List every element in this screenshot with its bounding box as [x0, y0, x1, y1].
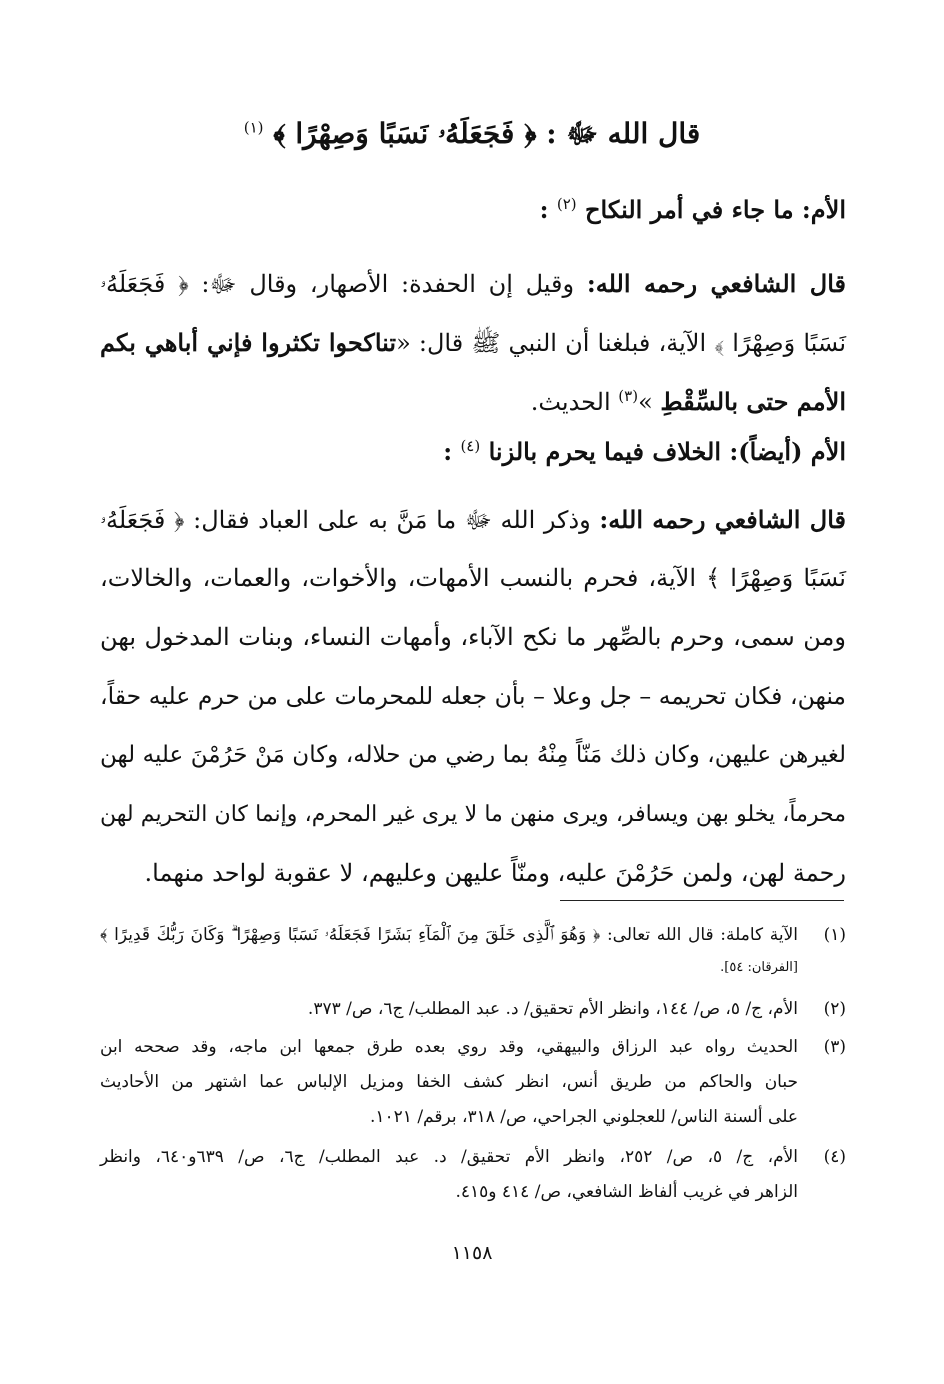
footnote-line: الزاهر في غريب ألفاظ الشافعي، ص/ ٤١٤ و٤١٥. [455, 1182, 798, 1202]
footnote-line: حبان والحاكم من طريق أنس، انظر كشف الخفا ومزيل الإلباس عما اشتهر من الأحاديث [100, 1072, 798, 1092]
paragraph-line [100, 372, 846, 431]
paragraph-line: ومن سمى، وحرم بالصِّهر ما نكح الآباء، وأمهات النساء، وبنات المدخول بهن [100, 623, 846, 651]
footnote-number: (٣) [823, 1037, 846, 1057]
hadith-text: الأمم حتى بالسِّقْطِ [660, 387, 846, 416]
footnote-line: الحديث رواه عبد الرزاق والبيهقي، وقد روي بعده طرق جمعها ابن ماجه، وقد صححه ابن [100, 1037, 798, 1057]
footnote-line: على ألسنة الناس/ للعجلوني الجراحي، ص/ ٣١٨، برقم/ ١٠٢١. [369, 1107, 798, 1127]
quote-close: » [638, 388, 661, 416]
section-footnote-ref: (٢) [556, 195, 577, 213]
paragraph-shafii-1 [100, 254, 846, 431]
section-title-colon: : [539, 195, 549, 224]
heading-footnote-ref: (١) [243, 118, 264, 137]
paragraph-line [100, 254, 846, 313]
footnote-2 [100, 992, 846, 1027]
paragraph-line: محرماً، يخلو بهن ويسافر، ويرى منهن ما لا يرى غير المحرم، وإنما كان التحريم لهن [100, 802, 846, 827]
hadith-text: تناكحوا تكثروا فإني أباهي بكم [100, 328, 397, 357]
footnote-4 [100, 1140, 846, 1210]
paragraph-line: رحمة لهن، ولمن حَرُمْنَ عليه، ومنّاً عليهن وعليهم، لا عقوبة لواحد منهما. [144, 859, 846, 887]
paragraph-line [100, 313, 846, 372]
footnote-line: [الفرقان: ٥٤]. [720, 960, 798, 975]
section-title-zina [100, 432, 846, 472]
paragraph-text: وذكر الله ﷻ ما مَنَّ به على العباد فقال: ﴿ فَجَعَلَهُۥ [100, 506, 591, 534]
section-title-marriage [100, 190, 846, 230]
footnote-line: الآية كاملة: قال الله تعالى: ﴿ وَهُوَ ٱلَّذِى خَلَقَ مِنَ ٱلْمَآءِ بَشَرًا فَجَعَلَهُۥ نَسَبًا وَصِهْرًا ۗ وَكَانَ رَبُّكَ قَدِيرًا ﴾ [100, 925, 798, 945]
footnote-separator [560, 900, 844, 901]
speaker-label: قال الشافعي رحمه الله: [586, 269, 846, 298]
section-footnote-ref: (٤) [460, 437, 481, 455]
paragraph-text: نَسَبًا وَصِهْرًا ﴾ الآية، فبلغنا أن النبي ﷺ قال: « [396, 329, 846, 357]
footnote-1 [100, 918, 846, 983]
speaker-label: قال الشافعي رحمه الله: [599, 505, 846, 534]
footnote-line: الأم، ج/ ٥، ص/ ١٤٤، وانظر الأم تحقيق/ د. عبد المطلب/ ج٦، ص/ ٣٧٣. [307, 999, 798, 1019]
page-heading [120, 112, 824, 156]
footnote-number: (٤) [823, 1147, 846, 1167]
footnote-ref: (٣) [618, 387, 639, 405]
paragraph-text: وقيل إن الحفدة: الأصهار، وقال ﷻ: ﴿ فَجَعَلَهُۥ [100, 270, 575, 298]
footnote-number: (١) [823, 925, 846, 945]
footnote-line: الأم، ج/ ٥، ص/ ٢٥٢، وانظر الأم تحقيق/ د. عبد المطلب/ ج٦، ص/ ٦٣٩و٦٤٠، وانظر [100, 1147, 799, 1167]
section-title-colon: : [443, 437, 453, 466]
heading-text: قال الله ﷻ : ﴿ فَجَعَلَهُۥ نَسَبًا وَصِهْرًا ﴾ [273, 117, 701, 150]
section-title-text: الأم (أيضاً): الخلاف فيما يحرم بالزنا [488, 437, 846, 466]
footnote-3 [100, 1030, 846, 1135]
paragraph-line: نَسَبًا وَصِهْرًا ﴾ الآية، فحرم بالنسب الأمهات، والأخوات، والعمات، والخالات، [100, 564, 846, 592]
footnote-number: (٢) [823, 999, 846, 1019]
section-title-text: الأم: ما جاء في أمر النكاح [585, 195, 846, 224]
page-number: ١١٥٨ [451, 1242, 493, 1264]
paragraph-line: لغيرهن عليهن، وكان ذلك مَنّاً مِنْهُ بما رضي من حلاله، وكان مَنْ حَرُمْنَ عليه لهن [100, 742, 846, 768]
paragraph-text: الحديث. [530, 388, 619, 416]
paragraph-line [100, 490, 846, 549]
paragraph-line: منهن، فكان تحريمه – جل وعلا – بأن جعله للمحرمات على من حرم عليه حقاً، [100, 682, 846, 710]
paragraph-shafii-2 [100, 490, 846, 903]
